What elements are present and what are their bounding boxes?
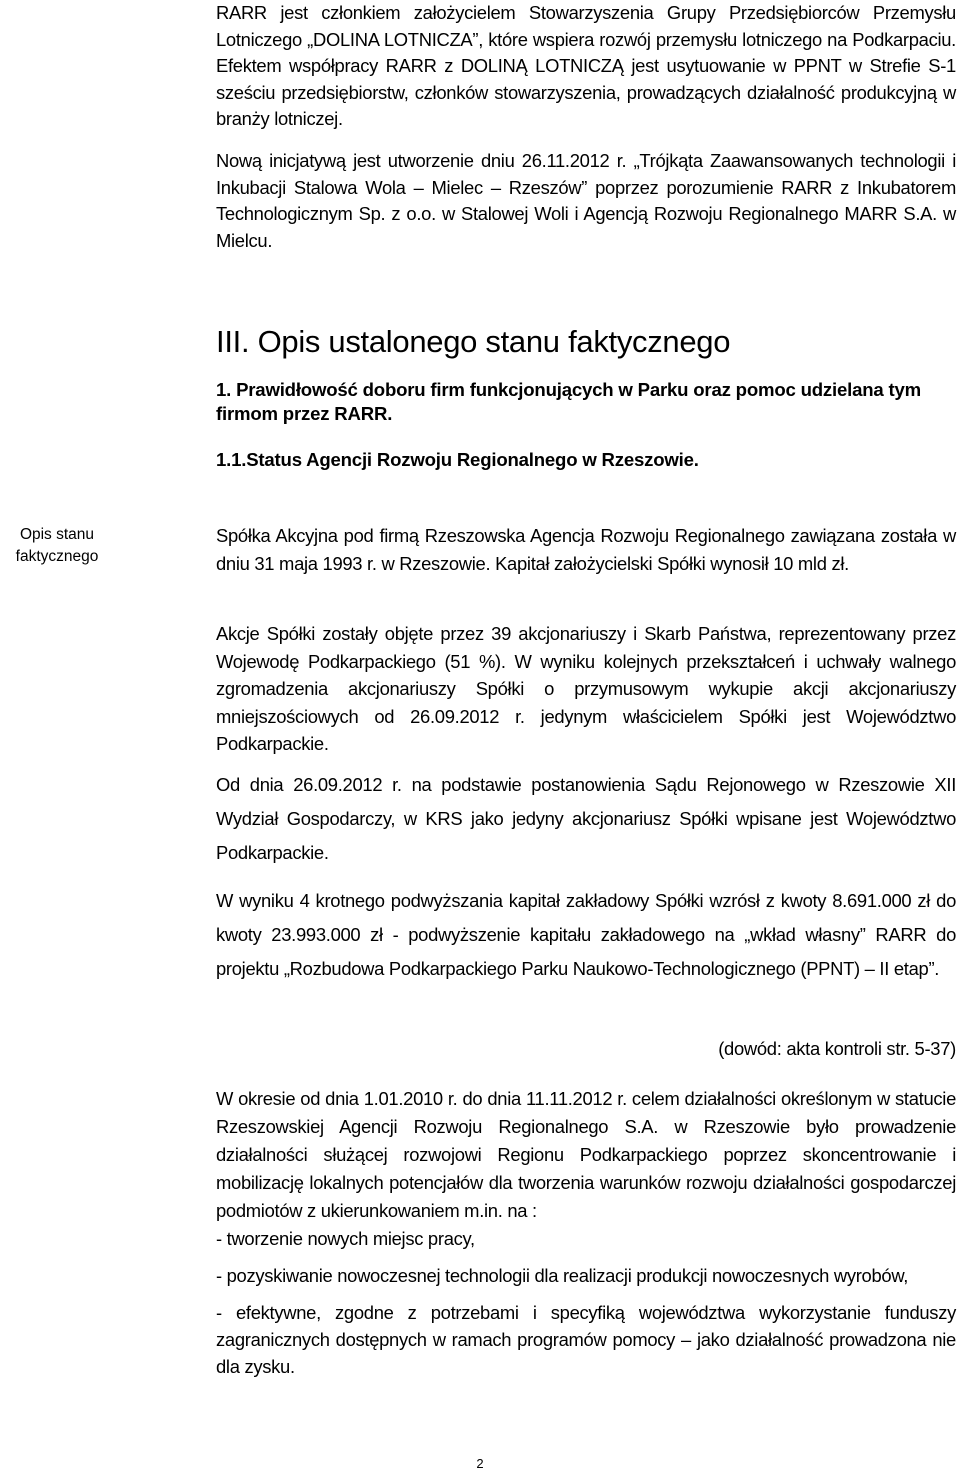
paragraph-shares: Akcje Spółki zostały objęte przez 39 akcjonariuszy i Skarb Państwa, reprezentowany przez Wojewodę Podkarpackiego (51 %). W wyniku kolejnych przekształceń i uchwały walnego zgromadzenia akcjonariuszy Spółki o przymusowym wykupie akcji akcjonariuszy mniejszościowych od 26.09.2012 r. jedynym właścicielem Spółki jest Województwo Podkarpackie. <box>216 623 956 754</box>
section-title: III. Opis ustalonego stanu faktycznego <box>216 324 731 359</box>
paragraph-since: Od dnia 26.09.2012 r. na podstawie postanowienia Sądu Rejonowego w Rzeszowie XII Wydział Gospodarczy, w KRS jako jedyny akcjonariusz Spółki wpisane jest Województwo Podkarpackie. <box>216 774 956 863</box>
paragraph-capital: W wyniku 4 krotnego podwyższania kapitał zakładowy Spółki wzrósł z kwoty 8.691.000 zł do kwoty 23.993.000 zł - podwyższenie kapitału zakładowego na „wkład własny” RARR do projektu „Rozbudowa Podkarpackiego Parku Naukowo-Technologicznego (PPNT) – II etap”. <box>216 890 956 979</box>
list-item: - pozyskiwanie nowoczesnej technologii dla realizacji produkcji nowoczesnych wyrobów, <box>216 1264 909 1286</box>
list-item: - tworzenie nowych miejsc pracy, <box>216 1228 475 1249</box>
list-item: - efektywne, zgodne z potrzebami i specyfiką województwa wykorzystanie funduszy zagranicznych dostępnych w ramach programów pomocy – jako działalność prowadzona nie dla zysku. <box>216 1302 956 1378</box>
aims-list <box>216 1226 956 1380</box>
heading-1: 1. Prawidłowość doboru firm funkcjonujących w Parku oraz pomoc udzielana tym firmom przez RARR. <box>216 379 921 424</box>
paragraph-rarr-member: RARR jest członkiem założycielem Stowarzyszenia Grupy Przedsiębiorców Przemysłu Lotniczego „DOLINA LOTNICZA”, które wspiera rozwój przemysłu lotniczego na Podkarpaciu. Efektem współpracy RARR z DOLINĄ LOTNICZĄ jest usytuowanie w PPNT w Strefie S-1 sześciu przedsiębiorstw, członków stowarzyszenia, prowadzących działalność produkcyjną w branży lotniczej. <box>216 2 956 130</box>
heading-1-1: 1.1.Status Agencji Rozwoju Regionalnego w Rzeszowie. <box>216 449 699 470</box>
evidence-note: (dowód: akta kontroli str. 5-37) <box>718 1038 956 1059</box>
paragraph-period: W okresie od dnia 1.01.2010 r. do dnia 11.11.2012 r. celem działalności określonym w statucie Rzeszowskiej Agencji Rozwoju Regionalnego S.A. w Rzeszowie było prowadzenie działalności służącej rozwojowi Regionu Podkarpackiego poprzez skoncentrowanie i mobilizację lokalnych potencjałów dla tworzenia warunków rozwoju działalności gospodarczej podmiotów z ukierunkowaniem m.in. na : <box>216 1088 956 1221</box>
paragraph-initiative: Nową inicjatywą jest utworzenie dniu 26.11.2012 r. „Trójkąta Zaawansowanych technologii i Inkubacji Stalowa Wola – Mielec – Rzeszów” poprzez porozumienie RARR z Inkubatorem Technologicznym Sp. z o.o. w Stalowej Woli i Agencją Rozwoju Regionalnego MARR S.A. w Mielcu. <box>216 150 956 251</box>
paragraph-company: Spółka Akcyjna pod firmą Rzeszowska Agencja Rozwoju Regionalnego zawiązana została w dniu 31 maja 1993 r. w Rzeszowie. Kapitał założycielski Spółki wynosił 10 mld zł. <box>216 525 956 574</box>
margin-note: Opis stanu faktycznego <box>15 526 99 565</box>
page-number: 2 <box>476 1456 484 1471</box>
